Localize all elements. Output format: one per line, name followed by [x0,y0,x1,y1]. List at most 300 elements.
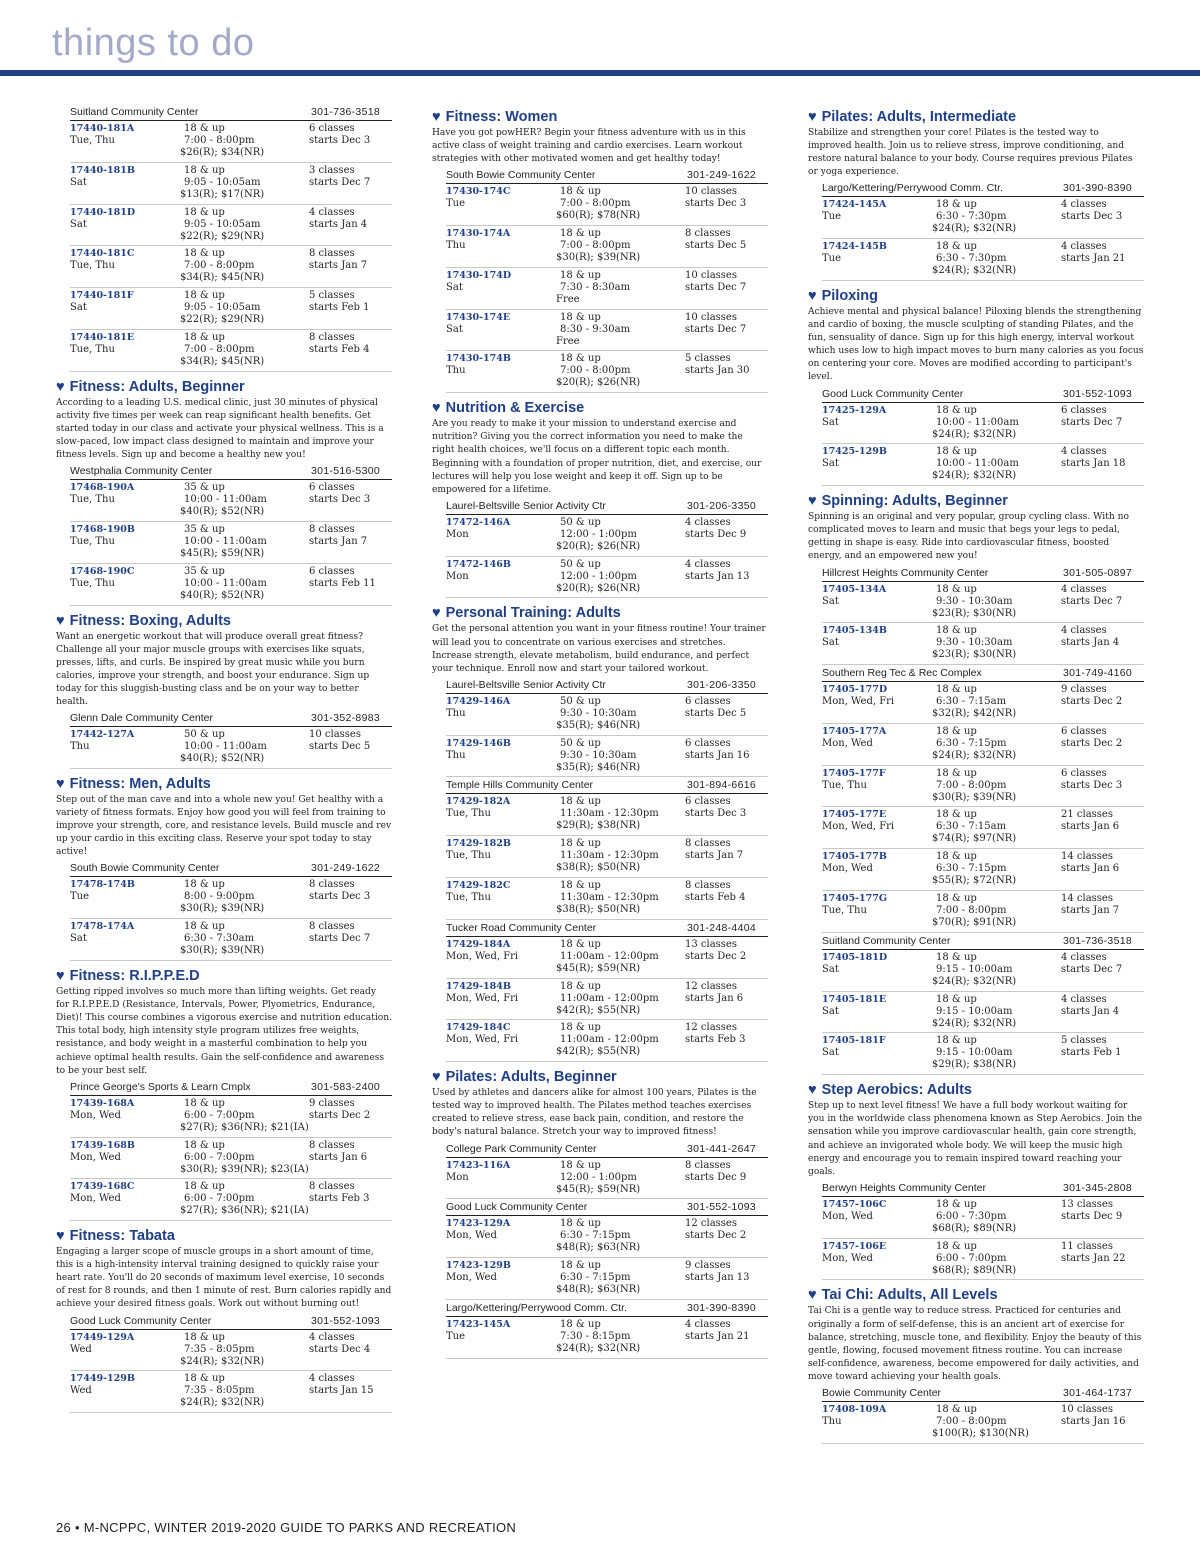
class-days: Sat [446,323,463,335]
class-age: 18 & up [184,248,225,260]
class-row [446,515,768,557]
location-block [70,465,392,605]
class-start-date: starts Jan 13 [685,570,750,582]
class-start-date: starts Feb 3 [685,1034,746,1046]
class-days: Thu [446,749,466,761]
class-age: 18 & up [936,1035,977,1047]
class-fee: $34(R); $45(NR) [180,272,265,284]
class-count: 10 classes [309,729,361,741]
location-block [446,500,768,599]
class-age: 18 & up [560,938,601,950]
class-count: 6 classes [685,796,731,808]
location-name: College Park Community Center [446,1142,597,1155]
class-fee: $32(R); $42(NR) [932,708,1017,720]
location-phone: 301-441-2647 [687,1142,756,1155]
location-header [446,1201,768,1216]
class-fee: $30(R); $39(NR) [932,791,1017,803]
class-fee: $40(R); $52(NR) [180,506,265,518]
class-code: 17468-190C [70,565,135,577]
section-description: Achieve mental and physical balance! Piloxing blends the strengthening and cardio of boxing, the muscle sculpting of standing Pilates, and the fun, sensuality of dance. Sign up for this high energy, interval workout which uses low to high impact moves to burn many calories as you focus on centering your core. Moves are modified according to participant's level. [808,306,1144,383]
class-start-date: starts Dec 2 [685,950,747,962]
class-fee: $60(R); $78(NR) [556,210,641,222]
class-time: 7:00 - 8:00pm [184,343,255,355]
section-description: Stabilize and strengthen your core! Pilates is the tested way to improved health. Join us to relieve stress, improve conditioning, and restore natural balance to your body. Course requires previous Pilates or yoga experience. [808,128,1133,178]
heart-icon: ♥ [808,287,817,304]
class-time: 9:05 - 10:05am [184,176,261,188]
class-days: Mon [446,570,469,582]
class-time: 7:00 - 8:00pm [936,905,1007,917]
class-time: 11:30am - 12:30pm [560,850,659,862]
class-row [70,1179,392,1221]
section-title-text: Fitness: Men, Adults [69,776,211,792]
class-code: 17440-181C [70,248,135,260]
class-row [70,121,392,163]
class-row [822,807,1144,849]
class-count: 8 classes [685,838,731,850]
class-row [822,766,1144,808]
class-time: 9:15 - 10:00am [936,1047,1013,1059]
class-days: Thu [446,707,466,719]
location-block [822,567,1144,666]
class-row [70,205,392,247]
class-count: 14 classes [1061,851,1113,863]
class-time: 8:30 - 9:30am [560,323,631,335]
class-count: 5 classes [685,353,731,365]
class-section [432,1068,768,1359]
class-fee: $48(R); $63(NR) [556,1284,641,1296]
class-time: 6:30 - 7:15pm [936,863,1007,875]
class-count: 8 classes [309,1181,355,1193]
class-start-date: starts Dec 3 [309,891,371,903]
class-fee: $38(R); $50(NR) [556,903,641,915]
class-age: 50 & up [560,558,601,570]
location-phone: 301-552-1093 [1063,387,1132,400]
class-row [822,1239,1144,1281]
location-phone: 301-516-5300 [311,465,380,478]
class-days: Mon, Wed [822,1210,873,1222]
location-phone: 301-249-1622 [687,169,756,182]
class-age: 18 & up [936,199,977,211]
class-age: 18 & up [560,1022,601,1034]
class-time: 9:30 - 10:30am [936,595,1013,607]
class-age: 18 & up [560,796,601,808]
section-title [56,612,392,631]
class-fee: $24(R); $32(NR) [932,428,1017,440]
class-time: 7:35 - 8:05pm [184,1385,255,1397]
class-row [822,1402,1144,1444]
class-start-date: starts Dec 2 [1061,737,1123,749]
class-section [432,108,768,393]
class-row [446,836,768,878]
location-header [446,1143,768,1158]
class-time: 10:00 - 11:00am [936,458,1019,470]
class-days: Tue [70,891,90,903]
class-fee: $22(R); $29(NR) [180,230,265,242]
class-section [56,378,392,606]
class-count: 4 classes [309,1331,355,1343]
location-block [446,779,768,919]
class-fee: $70(R); $91(NR) [932,917,1017,929]
class-row [822,444,1144,486]
class-age: 18 & up [936,809,977,821]
class-row [446,310,768,352]
class-count: 8 classes [685,1159,731,1171]
class-row [70,1371,392,1413]
heart-icon: ♥ [808,493,817,510]
class-start-date: starts Dec 3 [685,808,747,820]
section-title-text: Tai Chi: Adults, All Levels [821,1287,998,1304]
class-row [446,226,768,268]
class-start-date: starts Jan 22 [1061,1252,1126,1264]
location-name: Laurel-Beltsville Senior Activity Ctr [446,678,606,691]
class-days: Mon, Wed, Fri [446,992,519,1004]
location-header [446,779,768,794]
class-section [56,967,392,1221]
class-row [446,979,768,1021]
class-time: 11:00am - 12:00pm [560,950,659,962]
class-fee: $30(R); $39(NR) [180,903,265,915]
class-start-date: starts Jan 4 [1061,1005,1120,1017]
class-start-date: starts Jan 21 [685,1330,750,1342]
class-age: 18 & up [936,767,977,779]
class-row [822,1033,1144,1075]
class-time: 6:30 - 7:15am [936,821,1007,833]
heart-icon: ♥ [56,776,65,792]
location-phone: 301-206-3350 [687,499,756,512]
class-start-date: starts Dec 7 [685,323,747,335]
location-phone: 301-749-4160 [1063,667,1132,680]
class-start-date: starts Jan 6 [1061,863,1120,875]
class-age: 18 & up [936,1403,977,1415]
class-start-date: starts Feb 1 [1061,1047,1122,1059]
class-days: Mon, Wed, Fri [822,696,895,708]
class-row [70,330,392,372]
class-start-date: starts Dec 7 [1061,416,1123,428]
section-title [56,1227,392,1246]
section-title-text: Pilates: Adults, Intermediate [821,109,1017,125]
section-description: Are you ready to make it your mission to understand exercise and nutrition? Giving you the correct information you need to make the right health choices, we'll focus on a different topic each month. Beginning with a foundation of proper nutrition, diet, and exercise, our lectures will help you lose weight and keep it off. Sign up to be empowered for a lifetime. [432,419,762,495]
class-time: 7:00 - 8:00pm [184,135,255,146]
class-count: 6 classes [309,482,355,494]
class-code: 17440-181A [70,123,135,134]
heart-icon: ♥ [432,400,441,417]
class-code: 17439-168A [70,1097,135,1109]
class-start-date: starts Dec 3 [1061,211,1123,223]
class-days: Mon, Wed, Fri [446,950,519,962]
section-title [432,399,768,418]
class-days: Tue, Thu [70,494,115,506]
class-days: Mon [446,528,469,540]
class-fee: $40(R); $52(NR) [180,753,265,765]
location-block [822,667,1144,933]
location-block [70,106,392,372]
class-start-date: starts Dec 7 [685,281,747,293]
location-name: Suitland Community Center [70,106,199,118]
class-days: Tue, Thu [446,808,491,820]
class-days: Tue, Thu [70,135,115,146]
class-fee: $74(R); $97(NR) [932,833,1017,845]
section-title-text: Fitness: Women [445,109,558,125]
class-days: Mon, Wed [822,737,873,749]
class-days: Tue [822,253,842,265]
class-age: 18 & up [184,1331,225,1343]
location-name: Largo/Kettering/Perrywood Comm. Ctr. [822,182,1003,195]
class-age: 18 & up [184,290,225,302]
class-fee: $45(R); $59(NR) [180,548,265,560]
class-days: Sat [70,218,87,230]
class-fee: $48(R); $63(NR) [556,1242,641,1254]
class-days: Tue [446,198,466,210]
location-block [70,862,392,961]
class-age: 18 & up [184,879,225,891]
class-start-date: starts Jan 4 [1061,637,1120,649]
class-fee: $20(R); $26(NR) [556,377,641,389]
class-days: Sat [822,1005,839,1017]
class-time: 6:30 - 7:30pm [936,253,1007,265]
class-age: 18 & up [560,186,601,198]
class-fee: $100(R); $130(NR) [932,1427,1029,1439]
class-count: 8 classes [309,921,355,933]
class-age: 18 & up [936,625,977,637]
class-days: Mon, Wed [446,1230,497,1242]
class-count: 8 classes [309,1139,355,1151]
heart-icon: ♥ [56,1228,65,1245]
section-description: Step up to next level fitness! We have a full body workout waiting for you in the worldwide class phenomena known as Step Aerobics. Join the sensation while you improve cardiovascular health, gain core strength, and achieve an invigorated whole body. We will keep the music high energy and encourage you to remain inspired toward reaching your goals. [808,1101,1143,1177]
class-count: 4 classes [1061,199,1107,211]
class-start-date: starts Feb 4 [685,891,746,903]
location-phone: 301-736-3518 [311,106,380,118]
class-start-date: starts Jan 15 [309,1385,374,1397]
class-count: 4 classes [1061,993,1107,1005]
class-age: 50 & up [560,695,601,707]
class-days: Mon, Wed [70,1151,121,1163]
class-days: Thu [446,365,466,377]
class-count: 6 classes [309,565,355,577]
class-start-date: starts Dec 3 [1061,779,1123,791]
class-row [70,163,392,205]
class-code: 17405-181F [822,1035,886,1047]
class-row [446,184,768,226]
class-age: 18 & up [184,331,225,343]
heart-icon: ♥ [432,605,441,622]
class-time: 9:30 - 10:30am [936,637,1013,649]
section-title [432,108,768,127]
location-phone: 301-390-8390 [1063,182,1132,195]
class-days: Sat [822,963,839,975]
class-row [822,1197,1144,1239]
class-time: 7:00 - 8:00pm [560,198,631,210]
class-count: 4 classes [1061,625,1107,637]
location-header [70,862,392,877]
class-count: 5 classes [1061,1035,1107,1047]
section-title-text: Fitness: R.I.P.P.E.D [69,968,200,985]
class-days: Mon, Wed, Fri [822,821,895,833]
class-time: 9:15 - 10:00am [936,963,1013,975]
class-section [432,604,768,1062]
class-code: 17429-184A [446,938,511,950]
class-time: 6:30 - 7:30pm [936,211,1007,223]
class-start-date: starts Dec 7 [309,933,371,945]
section-title [56,775,392,794]
heart-icon: ♥ [808,109,817,125]
heart-icon: ♥ [56,378,65,395]
class-count: 4 classes [685,558,731,570]
class-days: Thu [822,1415,842,1427]
class-count: 6 classes [685,695,731,707]
header-rule [0,70,1200,76]
class-start-date: starts Feb 1 [309,302,370,314]
class-age: 35 & up [184,482,225,494]
class-count: 21 classes [1061,809,1113,821]
class-age: 18 & up [936,725,977,737]
location-header [822,935,1144,950]
class-start-date: starts Dec 9 [1061,1210,1123,1222]
class-days: Tue, Thu [822,905,867,917]
class-days: Wed [70,1343,92,1355]
heart-icon: ♥ [56,612,65,629]
class-section [56,775,392,961]
column-left [56,106,392,1419]
class-days: Thu [446,240,466,252]
class-time: 10:00 - 11:00am [936,416,1019,428]
class-fee: $23(R); $30(NR) [932,649,1017,661]
location-phone: 301-552-1093 [311,1314,380,1327]
class-fee: $45(R); $59(NR) [556,962,641,974]
class-age: 18 & up [184,1139,225,1151]
section-title-text: Piloxing [821,287,879,304]
class-time: 7:00 - 8:00pm [936,1415,1007,1427]
class-fee: $24(R); $32(NR) [932,265,1017,277]
class-days: Mon, Wed [70,1193,121,1205]
class-start-date: starts Jan 6 [1061,821,1120,833]
class-age: 18 & up [184,1181,225,1193]
class-age: 50 & up [560,516,601,528]
class-code: 17429-146B [446,737,511,749]
class-days: Mon, Wed [822,1252,873,1264]
class-days: Wed [70,1385,92,1397]
class-count: 4 classes [685,1318,731,1330]
class-days: Tue, Thu [822,779,867,791]
class-time: 6:00 - 7:30pm [936,1210,1007,1222]
class-days: Mon [446,1171,469,1183]
class-age: 18 & up [560,1260,601,1272]
class-fee: $68(R); $89(NR) [932,1222,1017,1234]
class-count: 6 classes [1061,767,1107,779]
class-code: 17405-177A [822,725,887,737]
class-age: 18 & up [936,893,977,905]
heart-icon: ♥ [808,1287,817,1304]
class-age: 18 & up [184,123,225,134]
location-phone: 301-505-0897 [1063,566,1132,579]
class-code: 17440-181D [70,206,136,218]
page-footer: 26 • M-NCPPC, WINTER 2019-2020 GUIDE TO PARKS AND RECREATION [56,1520,517,1535]
class-start-date: starts Dec 2 [685,1230,747,1242]
location-name: Good Luck Community Center [70,1314,212,1327]
class-count: 3 classes [309,164,355,176]
location-block [70,1081,392,1221]
section-title-text: Fitness: Adults, Beginner [69,378,245,395]
class-time: 6:30 - 7:15pm [560,1230,631,1242]
class-code: 17430-174C [446,186,511,198]
location-phone: 301-345-2808 [1063,1181,1132,1194]
location-header [70,106,392,121]
class-code: 17405-177F [822,767,886,779]
location-phone: 301-894-6616 [687,779,756,792]
class-start-date: starts Dec 3 [309,494,371,506]
class-start-date: starts Feb 3 [309,1193,370,1205]
location-block [822,1387,1144,1444]
class-row [822,950,1144,992]
location-name: Southern Reg Tec & Rec Complex [822,667,982,680]
class-code: 17405-177B [822,851,887,863]
location-header [822,388,1144,403]
class-count: 4 classes [685,516,731,528]
class-code: 17423-116A [446,1159,511,1171]
class-age: 18 & up [936,583,977,595]
class-start-date: starts Dec 9 [685,1171,747,1183]
class-start-date: starts Dec 5 [685,240,747,252]
class-age: 18 & up [560,1218,601,1230]
location-block [446,679,768,778]
location-header [822,1182,1144,1197]
class-count: 8 classes [685,228,731,240]
class-age: 18 & up [936,1240,977,1252]
class-code: 17429-146A [446,695,511,707]
class-section [56,1227,392,1413]
class-row [822,891,1144,933]
class-count: 12 classes [685,1022,737,1034]
class-code: 17423-129B [446,1260,511,1272]
location-name: Glenn Dale Community Center [70,712,213,725]
class-section [808,492,1144,1075]
class-code: 17429-182A [446,796,511,808]
class-age: 35 & up [184,565,225,577]
class-start-date: starts Dec 5 [309,741,371,753]
class-time: 6:00 - 7:00pm [184,1151,255,1163]
section-description: Tai Chi is a gentle way to reduce stress. Practiced for centuries and originally a form of self-defense, this is an ancient art of exercise for balance, stretching, muscle tone, and flexibility. Enjoy the beauty of this gentle, flowing, focused movement fitness routine. You can increase self-confidence, awareness, become empowered for daily activities, and move toward achieving your health goals. [808,1306,1142,1382]
section-description: Step out of the man cave and into a whole new you! Get healthy with a variety of fitness formats. Enjoy how good you will feel from training to improve your strength, core, and resistance levels. Build muscle and rev up your cardio in this exciting class. Reserve your spot today to stay active! [56,795,392,858]
section-description: Used by athletes and dancers alike for almost 100 years, Pilates is the tested way to improved health. The Pilates method teaches exercises created to relieve stress, ease back pain, condition, and restore the body's natural balance. Stretch your way to improved fitness! [432,1088,757,1138]
class-count: 6 classes [1061,725,1107,737]
location-name: Tucker Road Community Center [446,921,597,934]
location-name: Good Luck Community Center [822,387,964,400]
location-name: Good Luck Community Center [446,1201,588,1214]
class-code: 17468-190A [70,482,135,494]
column-middle [432,106,768,1365]
class-time: 6:30 - 7:15pm [560,1272,631,1284]
location-header [822,1387,1144,1402]
class-count: 4 classes [1061,446,1107,458]
class-fee: $55(R); $72(NR) [932,875,1017,887]
class-count: 10 classes [1061,1403,1113,1415]
class-fee: $24(R); $32(NR) [932,975,1017,987]
section-description: Get the personal attention you want in your fitness routine! Your trainer will lead you to concentrate on various exercises and stretches. Increase strength, elevate metabolism, build endurance, and perfect your technique. Enroll now and start your tailored workout. [432,624,766,674]
class-row [446,694,768,736]
class-age: 18 & up [936,1198,977,1210]
class-fee: $42(R); $55(NR) [556,1046,641,1058]
class-age: 18 & up [936,993,977,1005]
class-code: 17424-145A [822,199,887,211]
class-start-date: starts Dec 3 [685,198,747,210]
section-description: Want an energetic workout that will produce overall great fitness? Challenge all your major muscle groups with exercises like squats, presses, lifts, and curls. Be inspired by great music while you burn calories, improve your strength, and boost your endurance. Sign up today for this sluggish-busting class and be on your way to better health. [56,631,370,708]
class-row [70,919,392,961]
class-code: 17425-129B [822,446,887,458]
location-block [446,1143,768,1200]
class-time: 9:15 - 10:00am [936,1005,1013,1017]
class-fee: $24(R); $32(NR) [932,223,1017,235]
class-start-date: starts Jan 7 [309,260,368,272]
class-count: 10 classes [685,186,737,198]
